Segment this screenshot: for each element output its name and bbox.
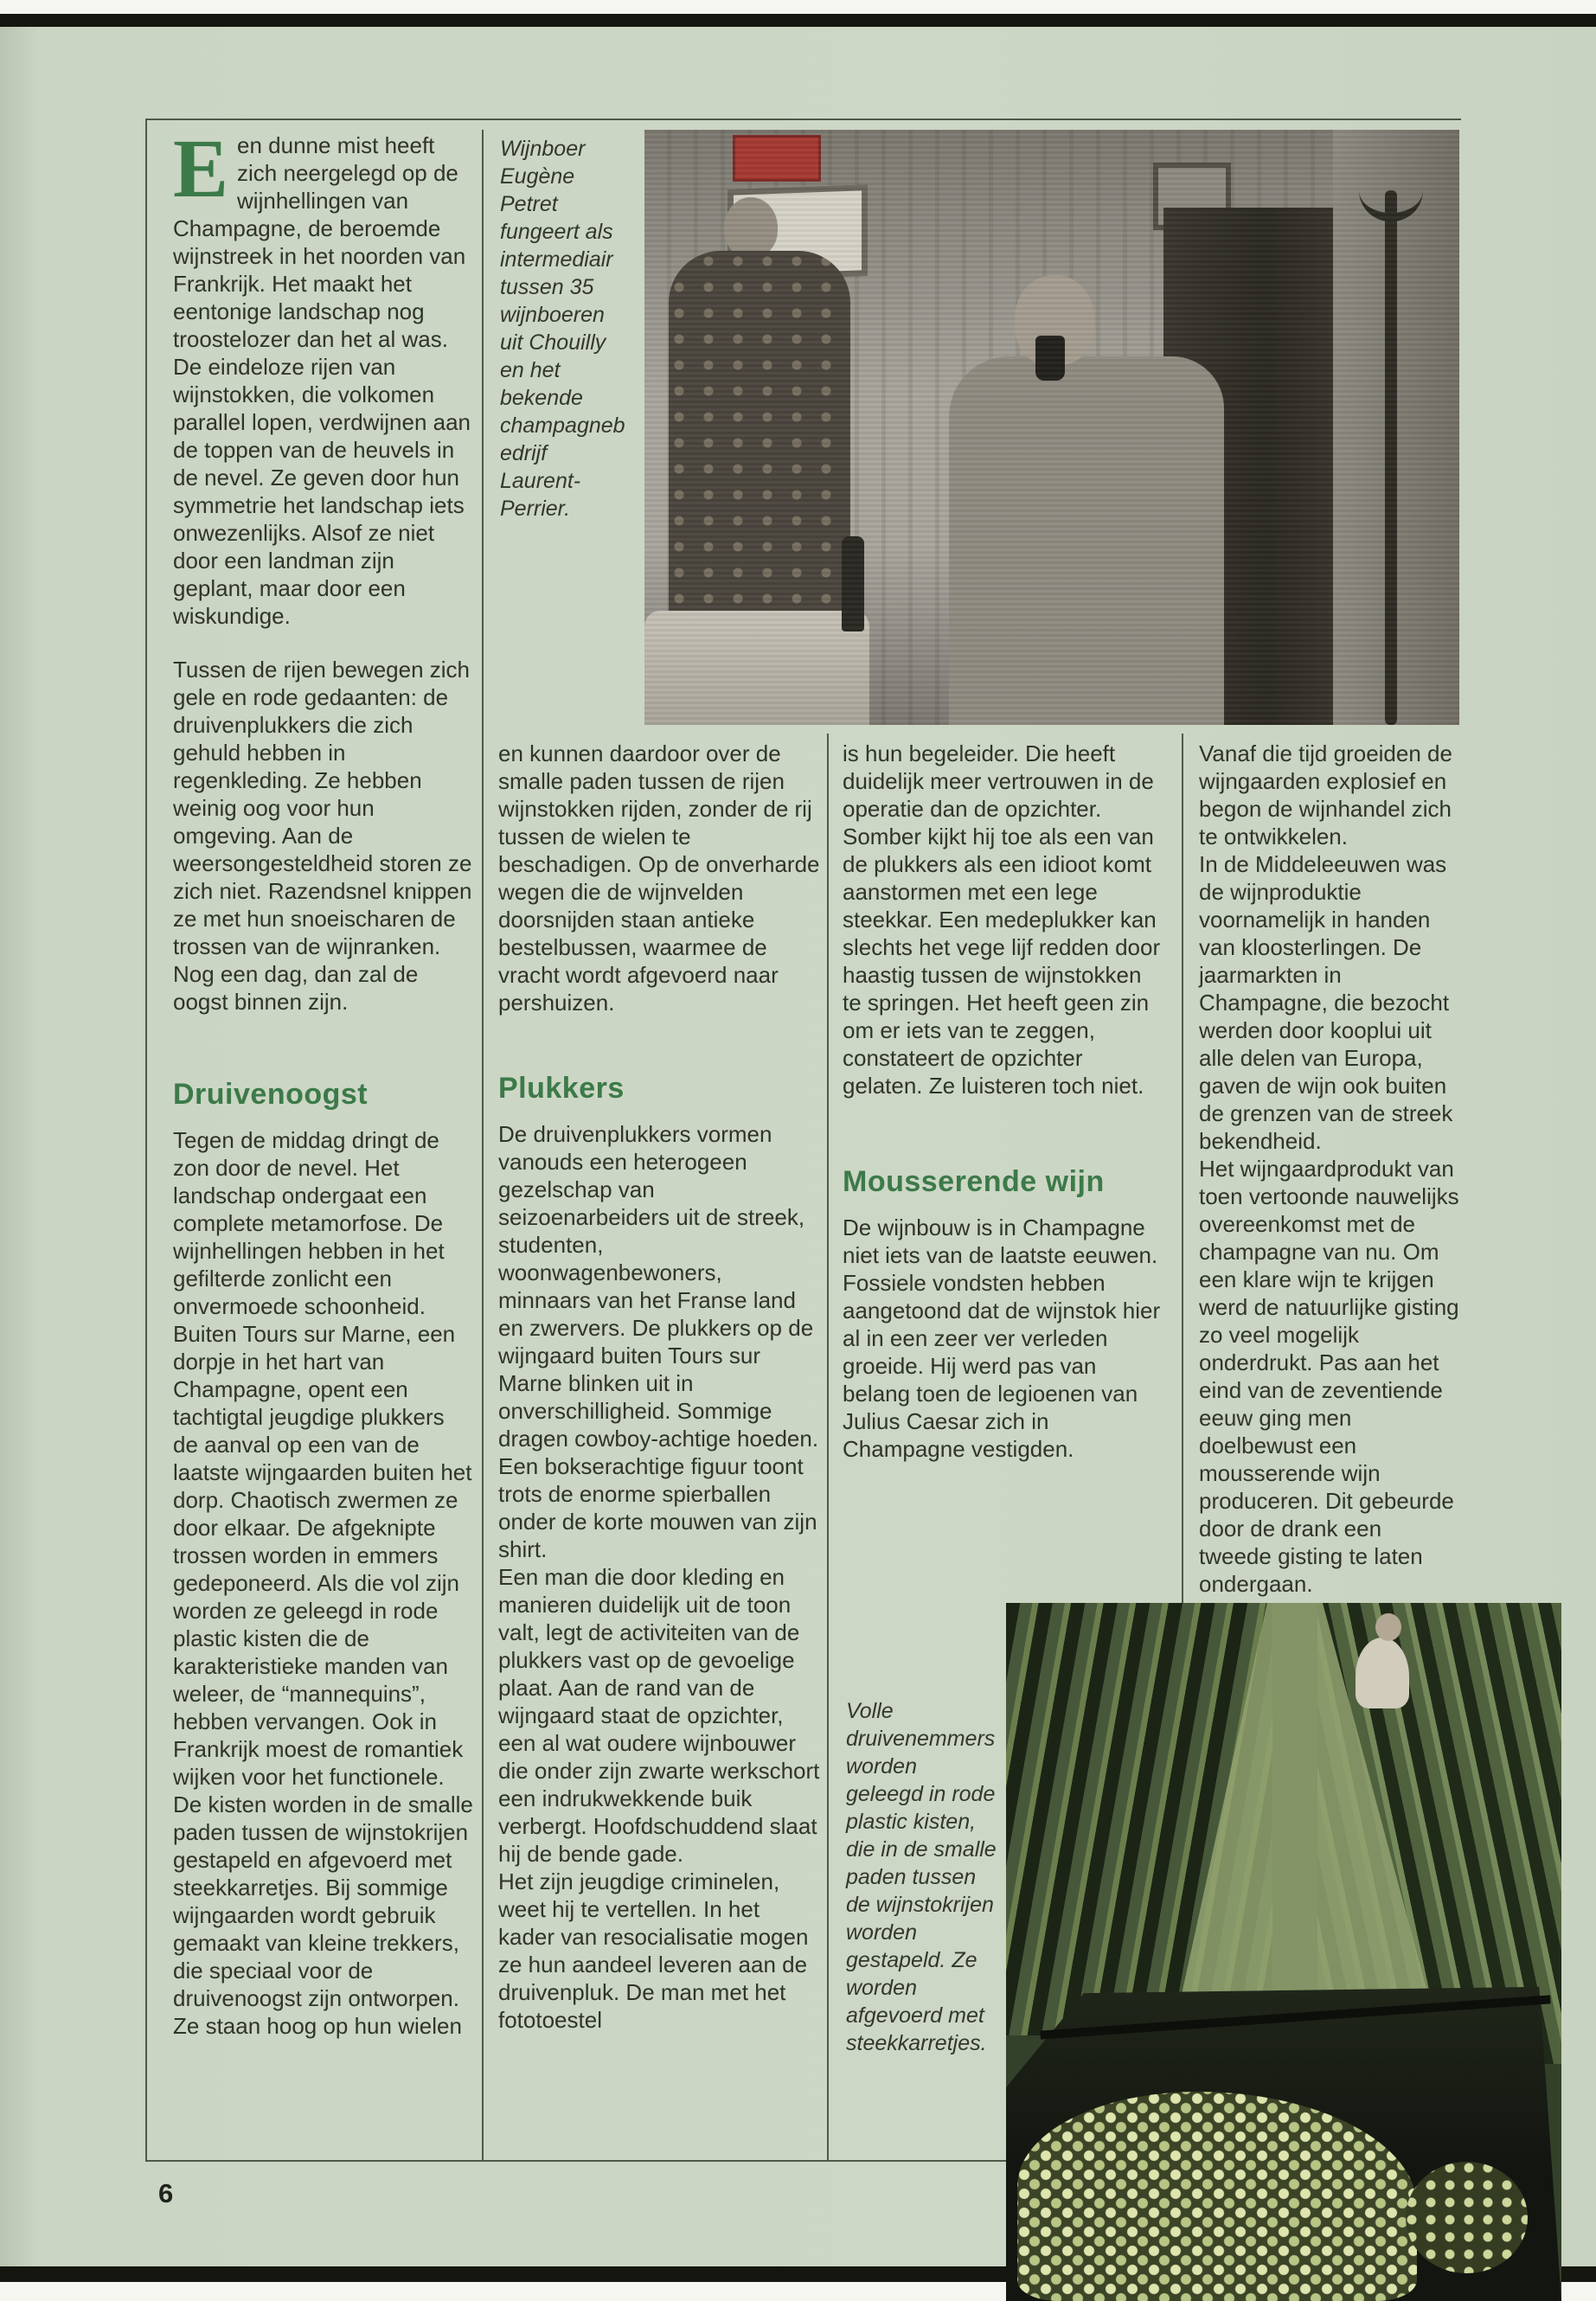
photo-detail-picker-head — [1375, 1613, 1401, 1641]
col3-paragraph-2: De wijnbouw is in Champagne niet iets van de laatste eeuwen. Fossiele vondsten hebben aangetoond dat de wijnstok hier al in een zeer ver verleden groeide. Hij werd pas van belang toen de legioenen van Julius Caesar zich in Champagne vestigden. — [843, 1215, 1161, 1462]
page-number: 6 — [158, 2178, 174, 2208]
col1-paragraph-3: Tegen de middag dringt de zon door de nevel. Het landschap ondergaat een complete metamorfose. De wijnhellingen hebben in het gefilterde zonlicht een onvermoede schoonheid. Buiten Tours sur Marne, een dorpje in het hart van Champagne, opent een tachtigtal jeugdige plukkers de aanval op een van de laatste wijngaarden buiten het dorp. Chaotisch zwermen ze door elkaar. De afgeknipte trossen worden in emmers gedeponeerd. Als die vol zijn worden ze geleegd in rode plastic kisten die de karakteristieke manden van weleer, de “mannequins”, hebben vervangen. Ook in Frankrijk moest de romantiek wijken voor het functionele. De kisten worden in de smalle paden tussen de wijnstokrijen gestapeld en afgevoerd met steekkarretjes. Bij sommige wijngaarden wordt gebruik gemaakt van kleine trekkers, die speciaal voor de druivenoogst zijn ontworpen. Ze staan hoog op hun wielen — [173, 1127, 473, 2039]
content-frame-left-rule — [145, 119, 147, 2162]
col1-paragraph-1-text: en dunne mist heeft zich neergelegd op de wijnhellingen van Champagne, de beroemde wijnstreek in het noorden van Frankrijk. Het maakt het eentonige landschap nog troostelozer dan het al was. De eindeloze rijen van wijnstokken, die volkomen parallel lopen, verdwijnen aan de toppen van de heuvels in de nevel. Ze geven door hun symmetrie het landschap iets onwezenlijks. Alsof ze niet door een landman zijn geplant, maar door een wiskundige. — [173, 132, 471, 629]
content-frame-bottom-rule — [145, 2160, 1008, 2162]
photo-caption-top: Wijnboer Eugène Petret fungeert als intermediair tussen 35 wijnboeren uit Chouilly en het bekende champagnebedrijf Laurent-Perrier. — [500, 137, 625, 521]
col1-paragraph-1 — [173, 122, 474, 630]
col4-paragraph-1: Vanaf die tijd groeiden de wijngaarden explosief en begon de wijnhandel zich te ontwikkelen. — [1199, 740, 1452, 849]
col2-paragraph-3: Een man die door kleding en manieren duidelijk uit de toon valt, legt de activiteiten van de plukkers vast op de gevoelige plaat. Aan de rand van de wijngaard staat de opzichter, een al wat oudere wijnbouwer die onder zijn zwarte werkschort een indrukwekkende buik verbergt. Hoofdschuddend slaat hij de bende gade. — [498, 1564, 820, 1867]
heading-plukkers: Plukkers — [498, 1072, 625, 1105]
col1-paragraph-2: Tussen de rijen bewegen zich gele en rode gedaanten: de druivenplukkers die zich gehuld hebben in regenkleding. Ze hebben weinig oog voor hun omgeving. Aan de weersongesteldheid storen ze zich niet. Razendsnel knippen ze met hun snoeischaren de trossen van de wijnranken. Nog een dag, dan zal de oogst binnen zijn. — [173, 657, 472, 1015]
column-3 — [843, 740, 1161, 1463]
column-1 — [173, 122, 474, 2040]
column-4 — [1199, 740, 1460, 1598]
col2-paragraph-1: en kunnen daardoor over de smalle paden tussen de rijen wijnstokken rijden, zonder de rij tussen de wielen te beschadigen. Op de onverharde wegen die de wijnvelden doorsnijden staan antieke bestelbussen, waarmee de vracht wordt afgevoerd naar pershuizen. — [498, 740, 820, 1016]
photo-vineyard-grape-harvest — [1006, 1603, 1561, 2301]
drop-cap: E — [173, 122, 229, 215]
col4-paragraph-3: Het wijngaardprodukt van toen vertoonde nauwelijks overeenkomst met de champagne van nu. Om een klare wijn te krijgen werd de natuurlijke gisting zo veel mogelijk onderdrukt. Pas aan het eind van de zeventiende eeuw ging men doelbewust een mousserende wijn produceren. Dit gebeurde door de drank een tweede gisting te laten ondergaan. — [1199, 1156, 1459, 1597]
col3-paragraph-1: is hun begeleider. Die heeft duidelijk meer vertrouwen in de operatie dan de opzichter. Somber kijkt hij toe als een van de plukkers als een idioot komt aanstormen met een lege steekkar. Een medeplukker kan slechts het vege lijf redden door haastig tussen de wijnstokken te springen. Het heeft geen zin om er iets van te zeggen, constateert de opzichter gelaten. Ze luisteren toch niet. — [843, 740, 1161, 1099]
photo-interior-wine-farmer — [644, 130, 1459, 725]
col2-paragraph-2: De druivenplukkers vormen vanouds een heterogeen gezelschap van seizoenarbeiders uit de streek, studenten, woonwagenbewoners, minnaars van het Franse land en zwervers. De plukkers op de wijngaard buiten Tours sur Marne blinken uit in onverschilligheid. Sommige dragen cowboy-achtige hoeden. Een bokserachtige figuur toont trots de enorme spierballen onder de korte mouwen van zijn shirt. — [498, 1121, 819, 1562]
photo-detail-picker — [1356, 1638, 1409, 1708]
column-divider-3 — [1182, 734, 1183, 1603]
heading-mousserende-wijn: Mousserende wijn — [843, 1165, 1105, 1198]
heading-druivenoogst: Druivenoogst — [173, 1078, 369, 1111]
col4-paragraph-2: In de Middeleeuwen was de wijnproduktie voornamelijk in handen van kloosterlingen. De jaarmarkten in Champagne, die bezocht werden door kooplui uit alle delen van Europa, gaven de wijn ook buiten de grenzen van de streek bekendheid. — [1199, 851, 1453, 1154]
column-divider-1 — [482, 130, 484, 2160]
top-black-bar — [0, 14, 1596, 27]
photo-detail-grain — [644, 130, 1459, 725]
photo-detail-grapes-small — [1406, 2162, 1528, 2273]
col2-paragraph-4: Het zijn jeugdige criminelen, weet hij te vertellen. In het kader van resocialisatie mogen ze hun aandeel leveren aan de druivenpluk. De man met het fototoestel — [498, 1868, 809, 2033]
column-divider-2 — [827, 734, 829, 2160]
column-2 — [498, 740, 820, 2034]
photo-caption-bottom: Volle druivenemmers worden geleegd in rode plastic kisten, die in de smalle paden tussen de wijnstokrijen worden gestapeld. Ze worden afgevoerd met steekkarretjes. — [846, 1699, 997, 2055]
content-frame-top-rule — [145, 119, 1461, 120]
